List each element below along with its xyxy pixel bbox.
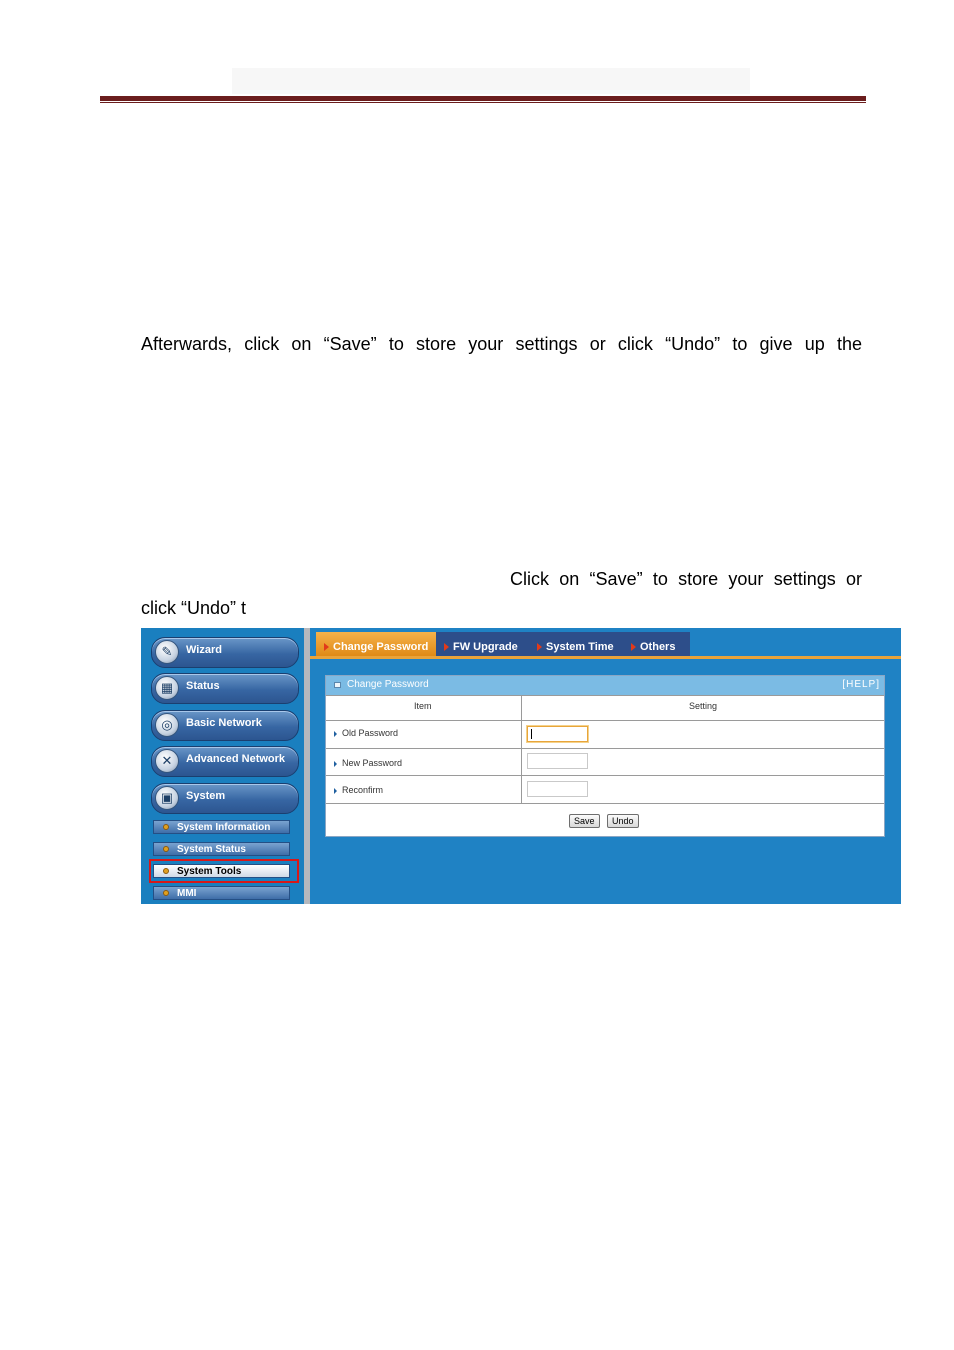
tab-label: Others (640, 641, 676, 653)
change-password-panel (325, 675, 885, 837)
tab-label: FW Upgrade (453, 641, 518, 653)
undo-button[interactable]: Undo (607, 814, 639, 828)
reconfirm-input[interactable] (527, 781, 588, 797)
paragraph-click-undo: click “Undo” t (141, 598, 247, 618)
tab-others[interactable] (631, 632, 675, 656)
paragraph-click-save: Click on “Save” to store your settings or (510, 569, 862, 589)
arrow-right-icon (334, 788, 337, 794)
column-header-setting: Setting (689, 701, 718, 711)
monitor-icon: ▣ (155, 786, 179, 810)
sidebar-item-label: Status (186, 680, 220, 692)
save-button[interactable]: Save (569, 814, 600, 828)
sidebar-item-label: Basic Network (186, 717, 262, 729)
subitem-label: MMI (177, 888, 197, 899)
tools-icon: ✕ (155, 749, 179, 773)
column-header-item: Item (414, 701, 432, 711)
arrow-right-icon (324, 643, 329, 651)
sidebar (141, 628, 304, 904)
main-content (310, 628, 901, 904)
header-rule-thin (100, 102, 866, 103)
tab-label: Change Password (333, 641, 429, 653)
subitem-label: System Status (177, 844, 246, 855)
subitem-mmi[interactable] (153, 886, 290, 900)
new-password-input[interactable] (527, 753, 588, 769)
subitem-system-information[interactable] (153, 820, 290, 834)
tab-label: System Time (546, 641, 614, 653)
header-rule (100, 96, 866, 101)
arrow-right-icon (537, 643, 542, 651)
row-label-text: New Password (342, 758, 403, 768)
subitem-label: System Tools (177, 866, 242, 877)
table-row (326, 748, 884, 776)
bullet-icon (163, 824, 169, 830)
sidebar-item-label: System (186, 790, 226, 802)
panel-title: Change Password (347, 679, 429, 690)
sidebar-item-status[interactable] (151, 673, 299, 704)
tab-bar (316, 632, 690, 656)
arrow-right-icon (334, 761, 337, 767)
tab-system-time[interactable] (537, 632, 614, 656)
tab-fw-upgrade[interactable] (444, 632, 518, 656)
row-label-text: Reconfirm (342, 785, 384, 795)
chart-icon: ▦ (155, 676, 179, 700)
button-row (326, 803, 884, 837)
sidebar-item-label: Wizard (186, 644, 222, 656)
arrow-right-icon (444, 643, 449, 651)
page-header-band (232, 68, 750, 94)
sidebar-item-system[interactable] (151, 783, 299, 814)
table-row (326, 775, 884, 804)
row-label-reconfirm (334, 785, 383, 795)
arrow-right-icon (334, 731, 337, 737)
router-ui-screenshot (141, 628, 901, 904)
table-row (326, 720, 884, 749)
wand-icon: ✎ (155, 640, 179, 664)
bullet-icon (163, 846, 169, 852)
row-label-old-password (334, 728, 398, 738)
paragraph-afterwards: Afterwards, click on “Save” to store your settings or click “Undo” to give up the (141, 334, 862, 354)
sidebar-item-basic-network[interactable] (151, 710, 299, 741)
row-label-new-password (334, 758, 402, 768)
table-header-row (326, 695, 884, 721)
panel-header (326, 676, 884, 695)
tab-change-password[interactable] (316, 632, 436, 656)
globe-icon: ◎ (155, 713, 179, 737)
subitem-system-status[interactable] (153, 842, 290, 856)
row-label-text: Old Password (342, 728, 399, 738)
old-password-input[interactable] (527, 726, 588, 742)
sidebar-item-wizard[interactable] (151, 637, 299, 668)
arrow-right-icon (631, 643, 636, 651)
sidebar-item-label: Advanced Network (186, 753, 286, 765)
selection-highlight (149, 859, 299, 883)
tab-underline (310, 656, 901, 659)
bullet-icon (163, 890, 169, 896)
panel-icon (334, 682, 341, 688)
subitem-label: System Information (177, 822, 271, 833)
sidebar-item-advanced-network[interactable] (151, 746, 299, 777)
help-link[interactable]: [HELP] (842, 679, 880, 690)
